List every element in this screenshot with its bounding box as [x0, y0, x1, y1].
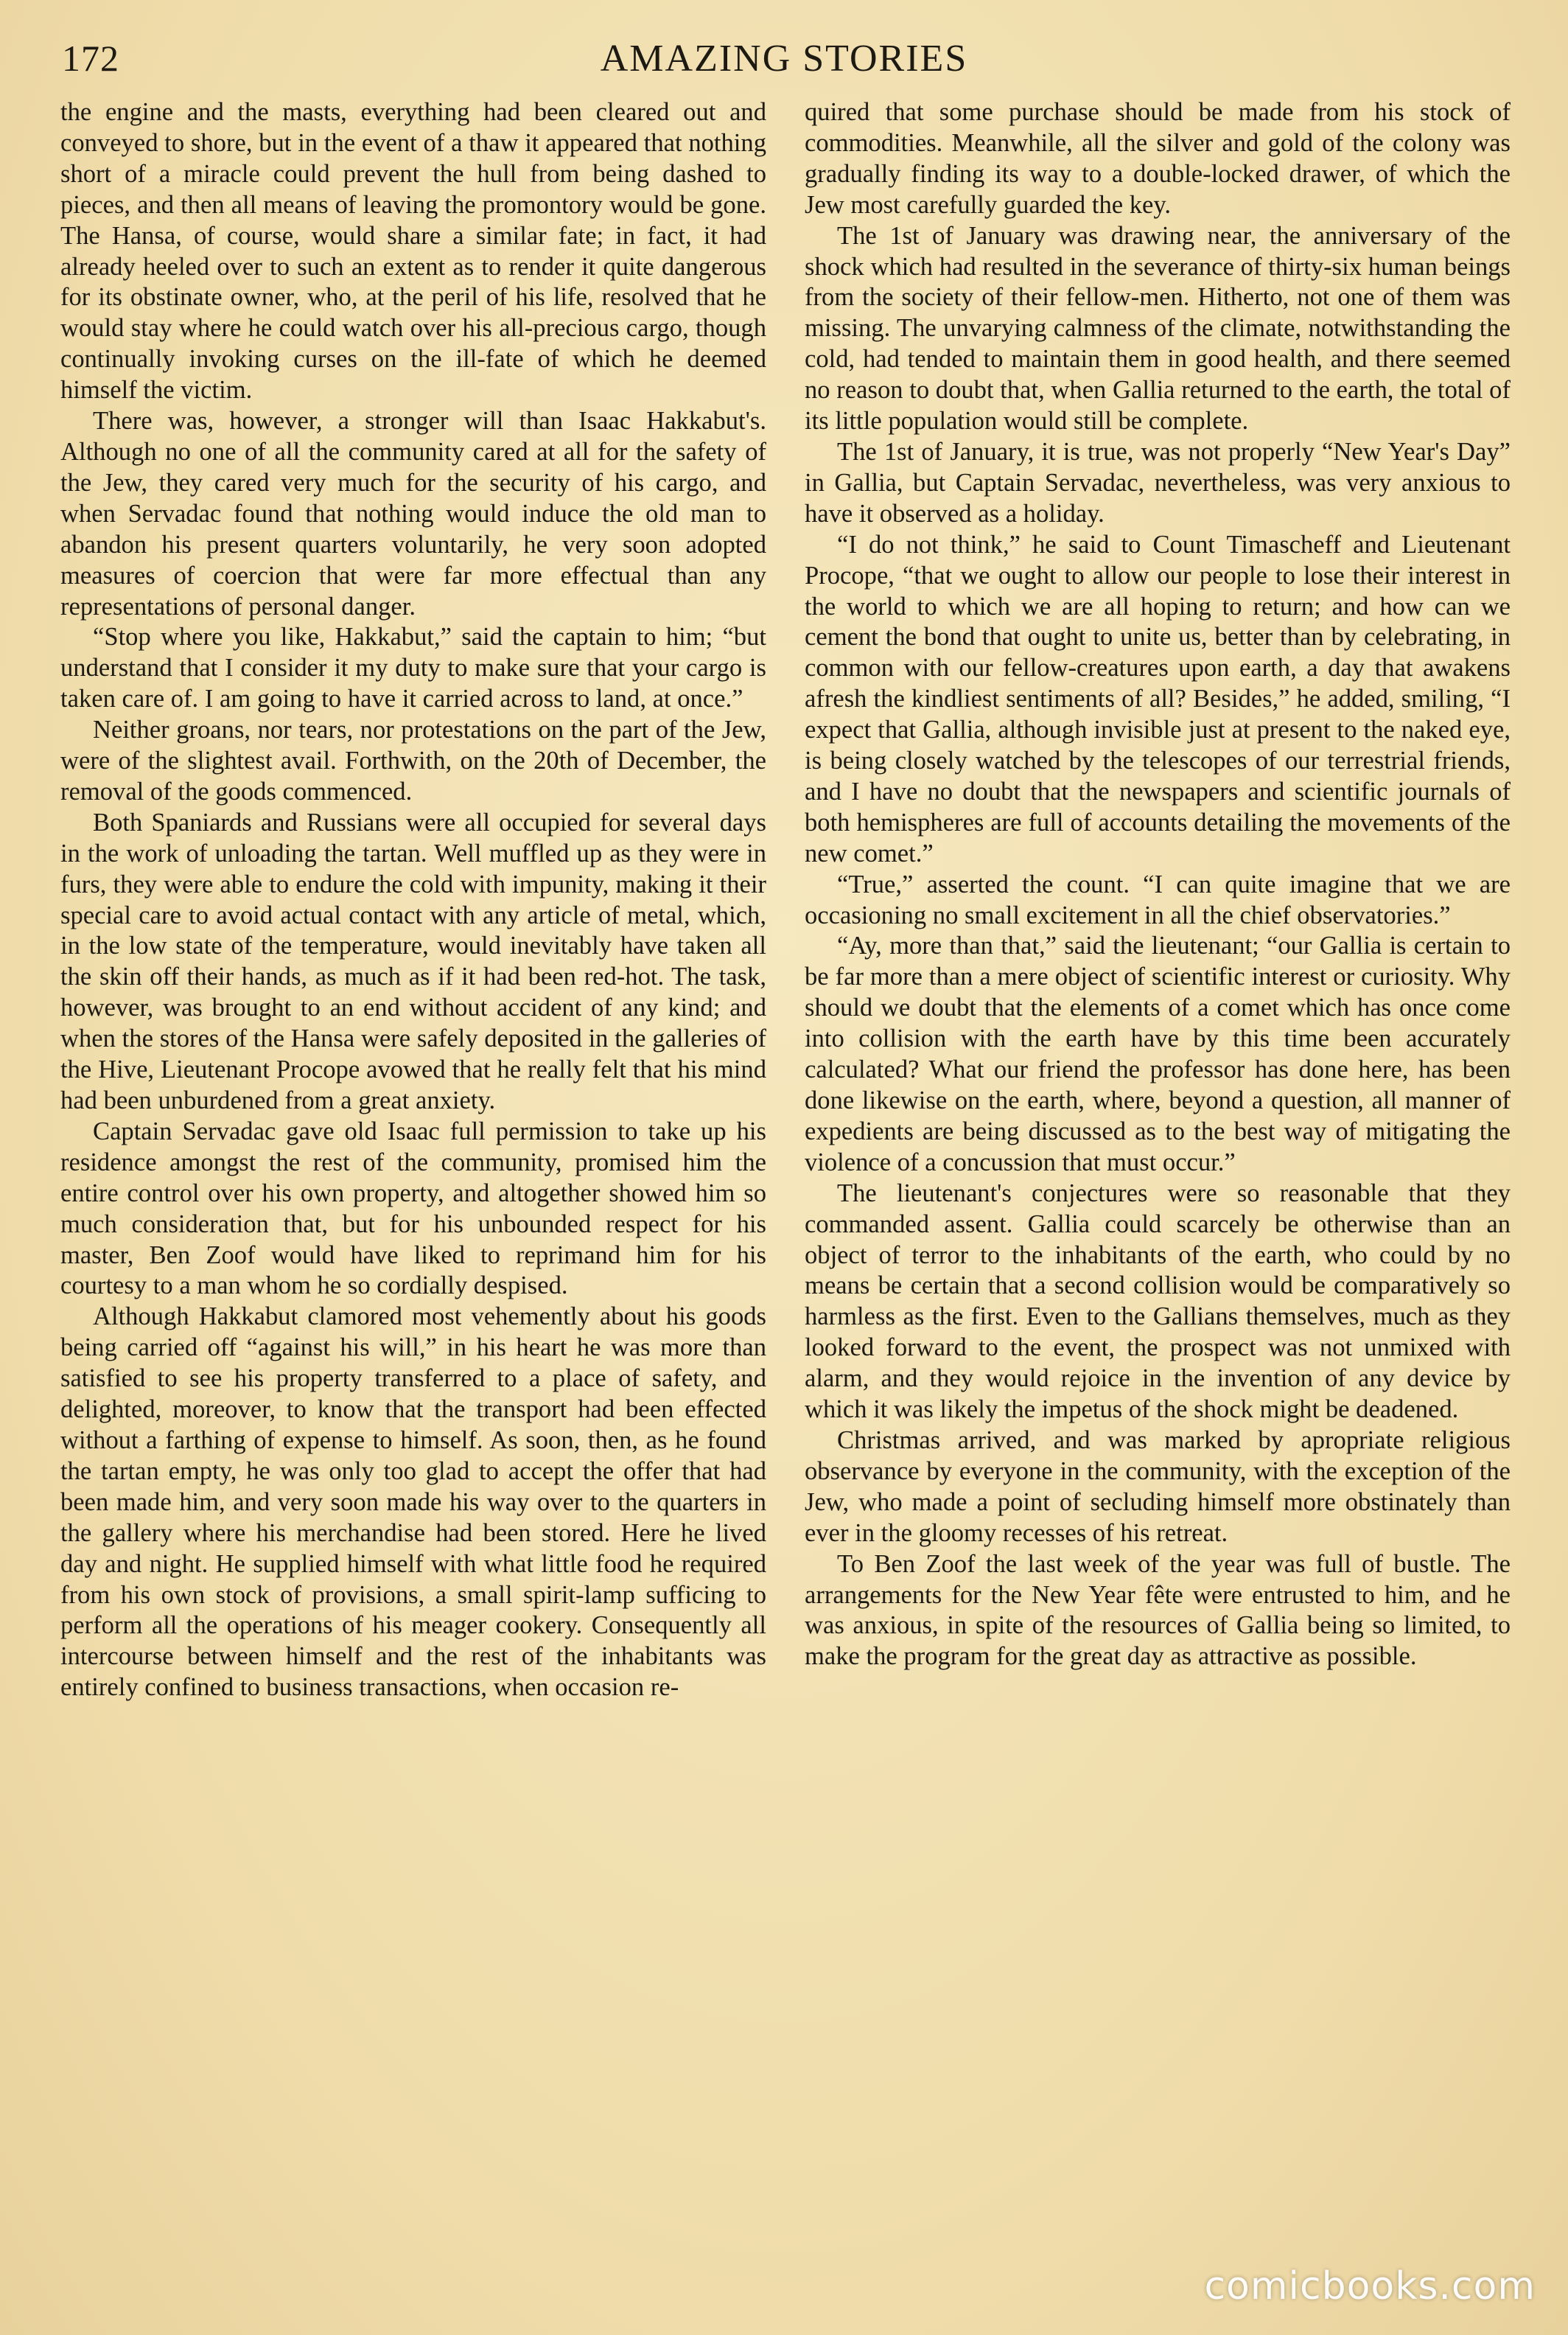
running-head: AMAZING STORIES — [600, 38, 968, 80]
paragraph: “Stop where you like, Hakkabut,” said the captain to him; “but understand that I consider it my duty to make sure that your cargo is taken care of. I am going to have it carried across to land, at once.” — [60, 623, 766, 713]
paragraph: Neither groans, nor tears, nor protestations on the part of the Jew, were of the slightest avail. Forthwith, on the 20th of December, the removal of the goods commenced. — [60, 716, 766, 806]
watermark: comicbooks.com — [1204, 2264, 1536, 2308]
paragraph: Both Spaniards and Russians were all occupied for several days in the work of unloading the tartan. Well muffled up as they were in furs, they were able to endure the cold with impunity, making it their special care to avoid actual contact with any article of metal, which, in the low state of the temperature, would inevitably have taken all the skin off their hands, as much as if it had been red-hot. The task, however, was brought to an end without accident of any kind; and when the stores of the Hansa were safely deposited in the galleries of the Hive, Lieutenant Procope avowed that he really felt that his mind had been unburdened from a great anxiety. — [60, 808, 766, 1114]
paragraph: The lieutenant's conjectures were so reasonable that they commanded assent. Gallia could scarcely be otherwise than an object of terror to the inhabitants of the earth, who could by no means be certain that a second collision would be comparatively so harmless as the first. Even to the Gallians themselves, much as they looked forward to the event, the prospect was not unmixed with alarm, and they would rejoice in the invention of any device by which it was likely the impetus of the shock might be deadened. — [805, 1179, 1511, 1424]
paragraph: To Ben Zoof the last week of the year was full of bustle. The arrangements for the New Year fête were entrusted to him, and he was anxious, in spite of the resources of Gallia being so limited, to make the program for the great day as attractive as possible. — [805, 1549, 1511, 1671]
paragraph: Although Hakkabut clamored most vehemently about his goods being carried off “against his will,” in his heart he was more than satisfied to see his property transferred to a place of safety, and delighted, moreover, to know that the transport had been effected without a farthing of expense to himself. As soon, then, as he found the tartan empty, he was only too glad to accept the offer that had been made him, and very soon made his way over to the quarters in the gallery where his merchandise had been stored. Here he lived day and night. He supplied himself with what little food he required from his own stock of provisions, a small spirit-lamp sufficing to perform all the operations of his meager cookery. Consequently all intercourse between himself and the rest of the inhabitants was entirely confined to business transactions, when occasion re- — [60, 1302, 766, 1702]
paragraph: The 1st of January was drawing near, the anniversary of the shock which had resulted in the severance of thirty-six human beings from the society of their fellow-men. Hitherto, not one of them was missing. The unvarying calmness of the climate, notwithstanding the cold, had tended to maintain them in good health, and there seemed no reason to doubt that, when Gallia returned to the earth, the total of its little population would still be complete. — [805, 221, 1511, 436]
paragraph: Captain Servadac gave old Isaac full permission to take up his residence amongst the rest of the community, promised him the entire control over his own property, and altogether showed him so much consideration that, but for his unbounded respect for his master, Ben Zoof would have liked to reprimand him for his courtesy to a man whom he so cordially despised. — [60, 1117, 766, 1300]
right-column — [805, 97, 1511, 1672]
paragraph: “True,” asserted the count. “I can quite imagine that we are occasioning no small excitement in all the chief observatories.” — [805, 870, 1511, 929]
left-column — [60, 97, 766, 1703]
paragraph: the engine and the masts, everything had been cleared out and conveyed to shore, but in the event of a thaw it appeared that nothing short of a miracle could prevent the hull from being dashed to pieces, and then all means of leaving the promontory would be gone. The Hansa, of course, would share a similar fate; in fact, it had already heeled over to such an extent as to render it quite dangerous for its obstinate owner, who, at the peril of his life, resolved that he would stay where he could watch over his all-precious cargo, though continually invoking curses on the ill-fate of which he deemed himself the victim. — [60, 98, 766, 405]
paragraph: The 1st of January, it is true, was not properly “New Year's Day” in Gallia, but Captain Servadac, nevertheless, was very anxious to have it observed as a holiday. — [805, 437, 1511, 528]
paragraph: Christmas arrived, and was marked by apropriate religious observance by everyone in the community, with the exception of the Jew, who made a point of secluding himself more obstinately than ever in the gloomy recesses of his retreat. — [805, 1425, 1511, 1547]
page-number: 172 — [62, 38, 119, 79]
paragraph: There was, however, a stronger will than Isaac Hakkabut's. Although no one of all the community cared at all for the safety of the Jew, they cared very much for the security of his cargo, and when Servadac found that nothing would induce the old man to abandon his present quarters voluntarily, he very soon adopted measures of coercion that were far more effectual than any representations of personal danger. — [60, 407, 766, 621]
paragraph: “I do not think,” he said to Count Timascheff and Lieutenant Procope, “that we ought to allow our people to lose their interest in the world to which we are all hoping to return; and how can we cement the bond that ought to unite us, better than by celebrating, in common with our fellow-creatures upon earth, a day that awakens afresh the kindliest sentiments of all? Besides,” he added, smiling, “I expect that Gallia, although invisible just at present to the naked eye, is being closely watched by the telescopes of our terrestrial friends, and I have no doubt that the newspapers and scientific journals of both hemispheres are full of accounts detailing the movements of the new comet.” — [805, 530, 1511, 868]
paragraph: quired that some purchase should be made from his stock of commodities. Meanwhile, all the silver and gold of the colony was gradually finding its way to a double-locked drawer, of which the Jew most carefully guarded the key. — [805, 98, 1511, 219]
paragraph: “Ay, more than that,” said the lieutenant; “our Gallia is certain to be far more than a mere object of scientific interest or curiosity. Why should we doubt that the elements of a comet which has once come into collision with the earth have by this time been accurately calculated? What our friend the professor has done here, has been done likewise on the earth, where, beyond a question, all manner of expedients are being discussed as to the best way of mitigating the violence of a concussion that must occur.” — [805, 932, 1511, 1176]
